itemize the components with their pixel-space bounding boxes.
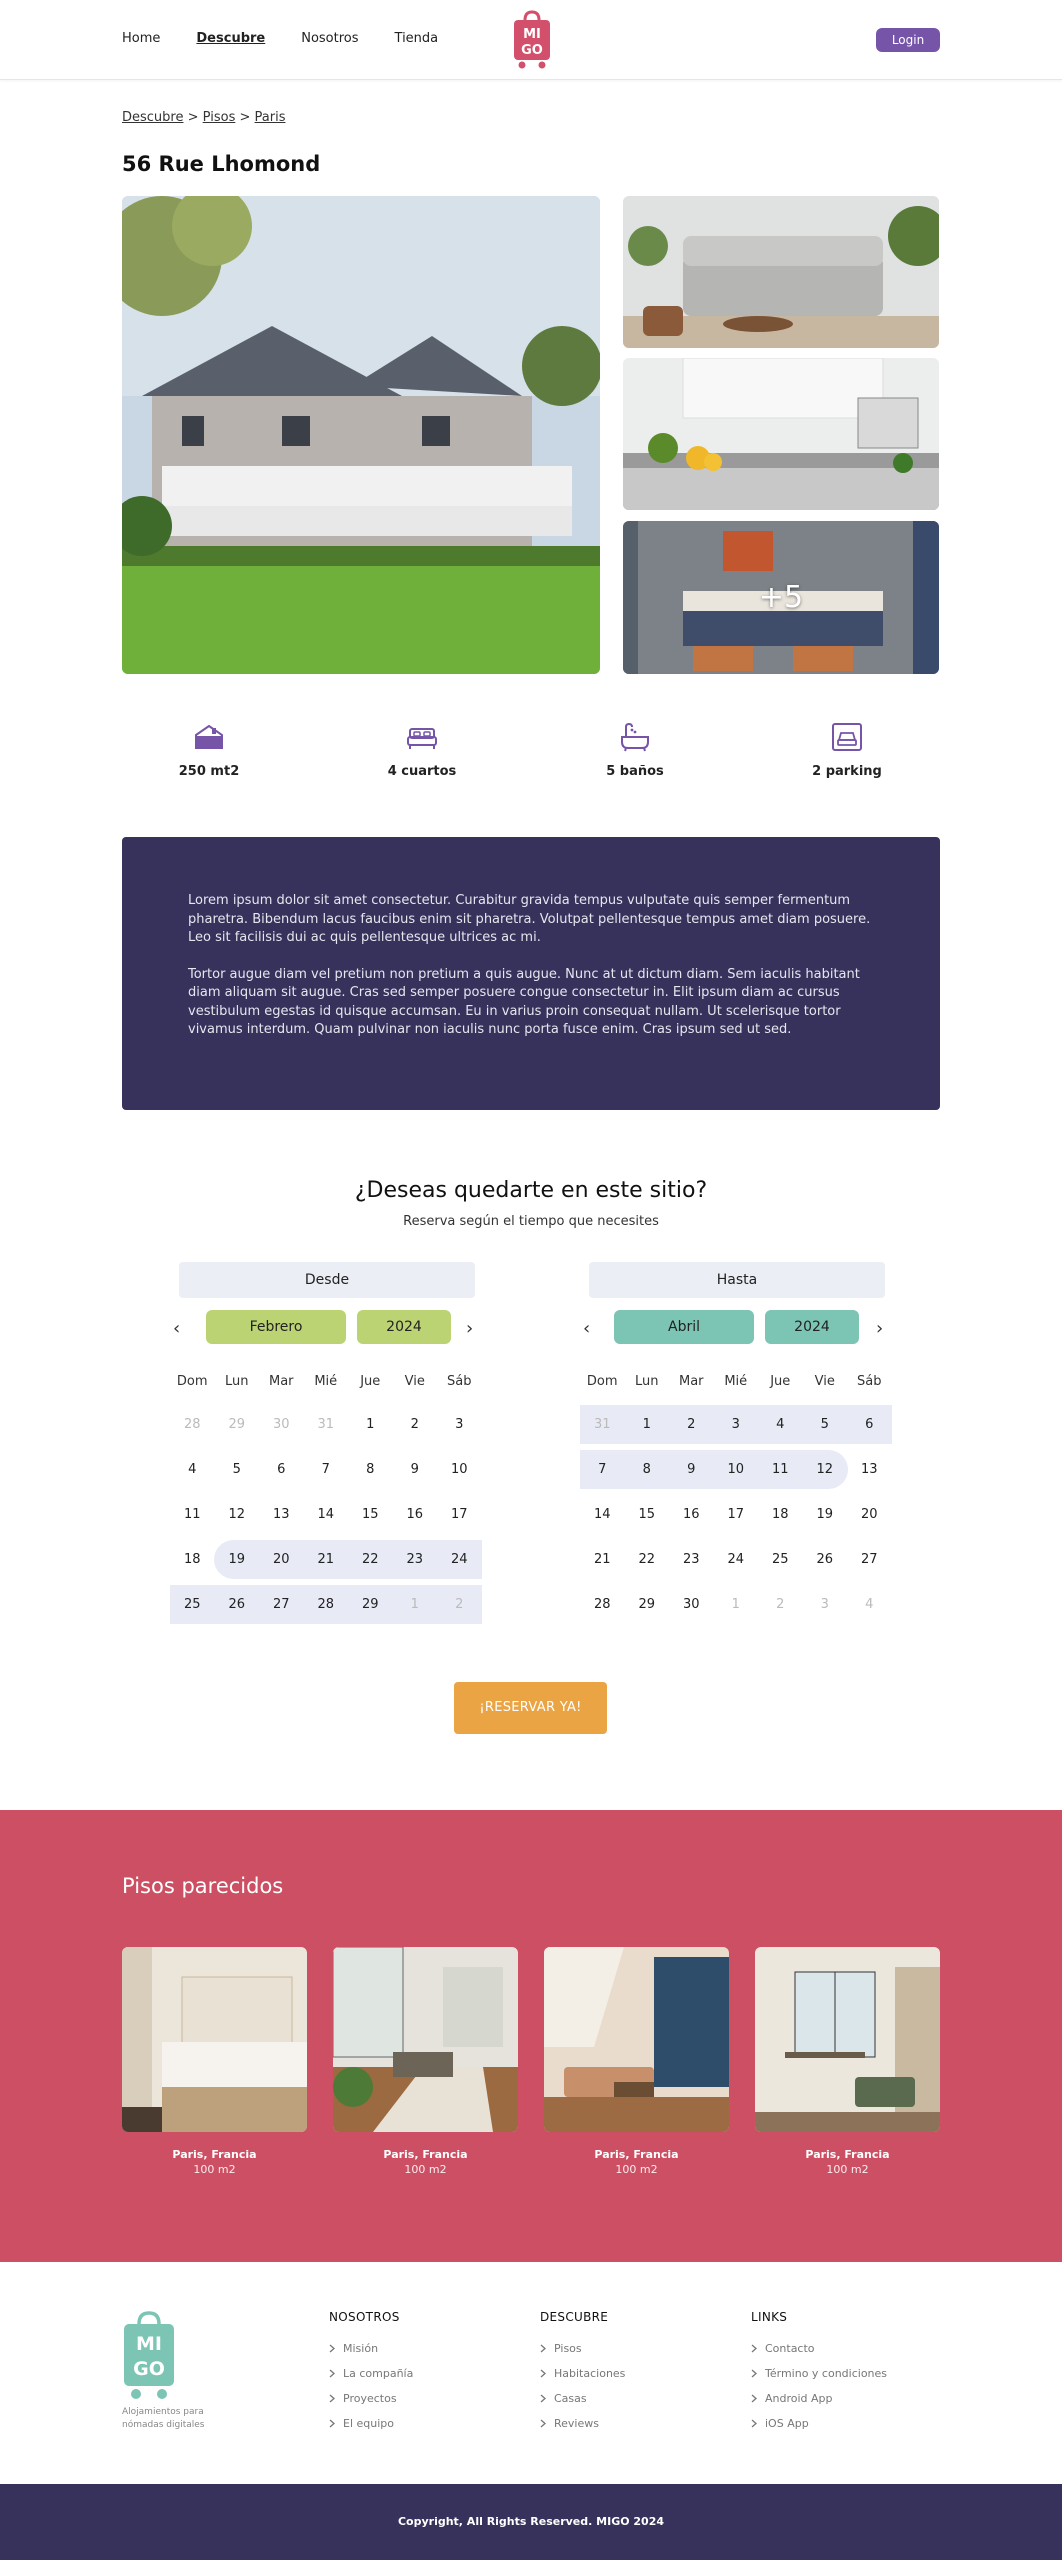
calendar-day[interactable]: 10 — [727, 1461, 745, 1477]
site-header — [0, 0, 1062, 80]
calendar-day[interactable]: 31 — [593, 1416, 611, 1432]
calendar-day[interactable]: 12 — [816, 1461, 834, 1477]
similar-card-area: 100 m2 — [615, 2163, 658, 2176]
calendar-week — [580, 1537, 892, 1582]
calendar-day[interactable]: 8 — [642, 1461, 651, 1477]
car-parking-icon — [830, 722, 864, 752]
logo-text-bottom: GO — [133, 2358, 165, 2380]
calendar-day[interactable]: 25 — [183, 1596, 201, 1612]
calendar-day[interactable]: 1 — [410, 1596, 419, 1612]
calendar-day[interactable]: 7 — [598, 1461, 607, 1477]
calendar-day[interactable]: 29 — [228, 1416, 246, 1432]
calendar-day[interactable]: 24 — [450, 1551, 468, 1567]
calendar-day[interactable]: 19 — [228, 1551, 246, 1567]
calendar-to-nav — [580, 1310, 892, 1346]
calendar-day[interactable]: 5 — [820, 1416, 829, 1432]
footer-link[interactable] — [540, 2386, 625, 2411]
reserve-button[interactable]: ¡RESERVAR YA! — [454, 1682, 607, 1734]
footer-heading: LINKS — [751, 2310, 788, 2324]
feature-parking — [787, 722, 907, 779]
footer-link-label: La compañía — [343, 2367, 414, 2380]
similar-card-area: 100 m2 — [826, 2163, 869, 2176]
footer-link[interactable] — [540, 2336, 625, 2361]
calendar-grid — [170, 1402, 482, 1627]
calendar-day[interactable]: 23 — [682, 1551, 700, 1567]
chevron-right-icon — [540, 2344, 546, 2353]
more-photos-overlay[interactable]: +5 — [758, 580, 804, 615]
weekday: Vie — [404, 1374, 425, 1389]
calendar-day[interactable]: 3 — [820, 1596, 829, 1612]
calendar-from-label: Desde — [179, 1262, 475, 1298]
weekday: Sáb — [857, 1374, 882, 1389]
calendar-week — [580, 1402, 892, 1447]
calendar-day[interactable]: 17 — [450, 1506, 468, 1522]
footer-link-label: Término y condiciones — [765, 2367, 888, 2380]
chevron-right-icon — [751, 2419, 757, 2428]
footer-link[interactable] — [540, 2361, 625, 2386]
calendar-day[interactable]: 6 — [277, 1461, 286, 1477]
weekday: Dom — [586, 1374, 618, 1389]
breadcrumb-pisos[interactable]: Pisos — [202, 110, 236, 125]
similar-card-area: 100 m2 — [404, 2163, 447, 2176]
calendar-from-nav — [170, 1310, 482, 1346]
nav-nosotros[interactable]: Nosotros — [301, 31, 359, 46]
calendar-day[interactable]: 13 — [272, 1506, 290, 1522]
calendar-week — [580, 1492, 892, 1537]
calendar-day[interactable]: 22 — [638, 1551, 656, 1567]
chevron-right-icon — [751, 2344, 757, 2353]
kitchen-photo[interactable] — [623, 358, 939, 510]
calendar-day[interactable]: 28 — [317, 1596, 335, 1612]
footer-link-label: Pisos — [554, 2342, 582, 2355]
weekday-header — [580, 1374, 892, 1389]
calendar-week — [580, 1447, 892, 1492]
bed-icon — [405, 722, 439, 752]
similar-card-photo[interactable] — [333, 1947, 518, 2132]
calendar-day[interactable]: 18 — [771, 1506, 789, 1522]
footer-link-label: Android App — [765, 2392, 833, 2405]
feature-label: 2 parking — [812, 764, 882, 779]
chevron-right-icon — [540, 2394, 546, 2403]
calendar-day[interactable]: 9 — [687, 1461, 696, 1477]
footer-link-label: Proyectos — [343, 2392, 397, 2405]
calendar-to-label: Hasta — [589, 1262, 885, 1298]
calendar-day[interactable]: 14 — [593, 1506, 611, 1522]
living-room-photo[interactable] — [623, 196, 939, 348]
calendar-day[interactable]: 1 — [731, 1596, 740, 1612]
calendar-day[interactable]: 12 — [228, 1506, 246, 1522]
calendar-week — [170, 1492, 482, 1537]
calendar-day[interactable]: 9 — [410, 1461, 419, 1477]
calendar-day[interactable]: 30 — [272, 1416, 290, 1432]
main-nav — [122, 31, 438, 46]
chevron-right-icon — [329, 2419, 335, 2428]
similar-section — [0, 1810, 1062, 2262]
chevron-right-icon[interactable]: › — [876, 1318, 884, 1339]
calendar-week — [580, 1582, 892, 1627]
footer-column-nosotros — [329, 2310, 413, 2436]
footer-link-label: Contacto — [765, 2342, 815, 2355]
footer-link-label: Reviews — [554, 2417, 599, 2430]
calendar-day[interactable]: 20 — [860, 1506, 878, 1522]
nav-descubre[interactable]: Descubre — [196, 31, 266, 46]
breadcrumb-descubre[interactable]: Descubre — [122, 110, 184, 125]
chevron-right-icon — [540, 2369, 546, 2378]
calendar-day[interactable]: 13 — [860, 1461, 878, 1477]
weekday: Jue — [770, 1374, 791, 1389]
calendar-day[interactable]: 19 — [816, 1506, 834, 1522]
weekday: Mar — [678, 1374, 704, 1389]
chevron-right-icon — [329, 2369, 335, 2378]
chevron-right-icon[interactable]: › — [466, 1318, 474, 1339]
similar-card-photo[interactable] — [544, 1947, 729, 2132]
house-area-icon — [192, 722, 226, 752]
description-paragraph: Tortor augue diam vel pretium non pretium a quis augue. Nunc at ut dictum diam. Sem iaculis habitant diam aliquam sit augue. Cras sed semper posuere congue consectetur in. Elit ipsum diam ac cursus vestibulum egestas id quisque accumsan. Eu in varius proin consequat nullam. Ut scelerisque tortor vivamus interdum. Quam pulvinar non iaculis nunc porta fusce enim. Cras ipsum sed ut sed. — [188, 966, 860, 1037]
calendar-day[interactable]: 10 — [450, 1461, 468, 1477]
calendar-day[interactable]: 6 — [865, 1416, 874, 1432]
calendar-day[interactable]: 27 — [272, 1596, 290, 1612]
calendar-grid — [580, 1402, 892, 1627]
footer-link[interactable] — [329, 2361, 413, 2386]
similar-card-area: 100 m2 — [193, 2163, 236, 2176]
calendar-day[interactable]: 23 — [406, 1551, 424, 1567]
similar-card-city: Paris, Francia — [594, 2148, 679, 2161]
calendar-day[interactable]: 29 — [361, 1596, 379, 1612]
calendar-day[interactable]: 8 — [366, 1461, 375, 1477]
calendar-day[interactable]: 2 — [776, 1596, 785, 1612]
bedroom-photo[interactable] — [623, 521, 939, 674]
calendar-day[interactable]: 16 — [406, 1506, 424, 1522]
nav-tienda[interactable]: Tienda — [394, 31, 439, 46]
calendar-day[interactable]: 24 — [727, 1551, 745, 1567]
nav-home[interactable]: Home — [122, 31, 161, 46]
similar-card-city: Paris, Francia — [805, 2148, 890, 2161]
footer-heading: DESCUBRE — [540, 2310, 609, 2324]
footer-heading: NOSOTROS — [329, 2310, 400, 2324]
migo-logo[interactable] — [511, 10, 553, 70]
year-select[interactable]: 2024 — [357, 1310, 451, 1344]
feature-label: 4 cuartos — [387, 764, 457, 779]
breadcrumb-paris[interactable]: Paris — [254, 110, 286, 125]
footer-link[interactable] — [751, 2336, 887, 2361]
similar-title: Pisos parecidos — [122, 1874, 284, 1898]
feature-area — [149, 722, 269, 779]
footer-link[interactable] — [751, 2386, 887, 2411]
feature-rooms — [362, 722, 482, 779]
weekday: Mar — [268, 1374, 294, 1389]
feature-label: 250 mt2 — [178, 764, 240, 779]
footer-logo[interactable] — [122, 2310, 176, 2402]
calendar-day[interactable]: 5 — [232, 1461, 241, 1477]
calendar-day[interactable]: 15 — [361, 1506, 379, 1522]
calendar-day[interactable]: 1 — [366, 1416, 375, 1432]
description-paragraph: Lorem ipsum dolor sit amet consectetur. Curabitur gravida tempus vulputate quis semper fermentum pharetra. Bibendum lacus faucibus enim sit pharetra. Volutpat pellentesque tempus amet diam posuere. Leo sit facilisis dui ac quis pellentesque ultrices ac mi. — [188, 893, 871, 945]
month-select[interactable]: Febrero — [206, 1310, 346, 1344]
chevron-right-icon — [751, 2369, 757, 2378]
calendar-day[interactable]: 4 — [188, 1461, 197, 1477]
chevron-right-icon — [540, 2419, 546, 2428]
footer-tagline: Alojamientos para nómadas digitales — [122, 2407, 205, 2430]
footer-link[interactable] — [329, 2336, 413, 2361]
similar-card-city: Paris, Francia — [383, 2148, 468, 2161]
calendar-day[interactable]: 28 — [593, 1596, 611, 1612]
booking-subtitle: Reserva según el tiempo que necesites — [403, 1214, 659, 1229]
logo-text-bottom: GO — [521, 43, 543, 58]
calendar-day[interactable]: 1 — [642, 1416, 651, 1432]
footer-link-label: Casas — [554, 2392, 587, 2405]
feature-bathrooms — [575, 722, 695, 779]
logo-text-top: MI — [136, 2333, 162, 2355]
calendar-week — [170, 1537, 482, 1582]
month-select[interactable]: Abril — [614, 1310, 754, 1344]
footer-link[interactable] — [751, 2361, 887, 2386]
weekday: Lun — [225, 1374, 249, 1389]
calendar-day[interactable]: 18 — [183, 1551, 201, 1567]
calendar-day[interactable]: 21 — [317, 1551, 335, 1567]
calendar-week — [170, 1582, 482, 1627]
calendar-day[interactable]: 28 — [183, 1416, 201, 1432]
main-house-photo[interactable] — [122, 196, 600, 674]
weekday: Lun — [635, 1374, 659, 1389]
breadcrumb — [122, 110, 285, 125]
chevron-left-icon[interactable]: ‹ — [583, 1318, 591, 1339]
footer-link[interactable] — [329, 2386, 413, 2411]
description-panel — [122, 837, 940, 1110]
similar-card[interactable] — [755, 1947, 940, 2176]
calendar-day[interactable]: 4 — [776, 1416, 785, 1432]
calendar-day[interactable]: 15 — [638, 1506, 656, 1522]
feature-label: 5 baños — [606, 764, 664, 779]
weekday: Mié — [314, 1374, 338, 1389]
calendar-day[interactable]: 4 — [865, 1596, 874, 1612]
calendar-day[interactable]: 20 — [272, 1551, 290, 1567]
bathtub-icon — [618, 722, 652, 752]
calendar-week — [170, 1402, 482, 1447]
login-button[interactable]: Login — [876, 28, 940, 52]
calendar-day[interactable]: 25 — [771, 1551, 789, 1567]
breadcrumb-separator: > — [187, 110, 199, 125]
similar-card-photo[interactable] — [755, 1947, 940, 2132]
calendar-day[interactable]: 11 — [771, 1461, 789, 1477]
similar-card[interactable] — [544, 1947, 729, 2176]
calendar-day[interactable]: 3 — [455, 1416, 464, 1432]
calendar-day[interactable]: 21 — [593, 1551, 611, 1567]
calendar-day[interactable]: 16 — [682, 1506, 700, 1522]
weekday-header — [170, 1374, 482, 1389]
footer-link-label: Habitaciones — [554, 2367, 626, 2380]
similar-card[interactable] — [122, 1947, 307, 2176]
year-select[interactable]: 2024 — [765, 1310, 859, 1344]
calendar-day[interactable]: 27 — [860, 1551, 878, 1567]
calendar-day[interactable]: 7 — [321, 1461, 330, 1477]
calendar-day[interactable]: 2 — [410, 1416, 419, 1432]
footer-link-label: Misión — [343, 2342, 379, 2355]
calendar-day[interactable]: 2 — [687, 1416, 696, 1432]
calendar-day[interactable]: 3 — [731, 1416, 740, 1432]
footer-column-descubre — [540, 2310, 625, 2436]
footer-link-label: El equipo — [343, 2417, 394, 2430]
similar-card[interactable] — [333, 1947, 518, 2176]
footer-link-label: iOS App — [765, 2417, 809, 2430]
footer-link[interactable] — [540, 2411, 625, 2436]
similar-card-photo[interactable] — [122, 1947, 307, 2132]
calendar-week — [170, 1447, 482, 1492]
weekday: Dom — [176, 1374, 208, 1389]
calendar-day[interactable]: 31 — [317, 1416, 335, 1432]
footer-link[interactable] — [751, 2411, 887, 2436]
weekday: Sáb — [447, 1374, 472, 1389]
weekday: Mié — [724, 1374, 748, 1389]
breadcrumb-separator: > — [239, 110, 251, 125]
calendar-day[interactable]: 26 — [816, 1551, 834, 1567]
footer-column-links — [751, 2310, 887, 2436]
weekday: Jue — [360, 1374, 381, 1389]
calendar-day[interactable]: 17 — [727, 1506, 745, 1522]
calendar-day[interactable]: 14 — [317, 1506, 335, 1522]
chevron-left-icon[interactable]: ‹ — [173, 1318, 181, 1339]
page-title: 56 Rue Lhomond — [122, 152, 321, 176]
logo-text-top: MI — [523, 27, 541, 42]
calendar-day[interactable]: 29 — [638, 1596, 656, 1612]
booking-title: ¿Deseas quedarte en este sitio? — [354, 1178, 708, 1203]
calendar-day[interactable]: 26 — [228, 1596, 246, 1612]
chevron-right-icon — [751, 2394, 757, 2403]
chevron-right-icon — [329, 2344, 335, 2353]
weekday: Vie — [814, 1374, 835, 1389]
chevron-right-icon — [329, 2394, 335, 2403]
calendar-day[interactable]: 30 — [682, 1596, 700, 1612]
calendar-day[interactable]: 11 — [183, 1506, 201, 1522]
calendar-day[interactable]: 2 — [455, 1596, 464, 1612]
copyright-bar: Copyright, All Rights Reserved. MIGO 2024 — [0, 2484, 1062, 2560]
similar-card-city: Paris, Francia — [172, 2148, 257, 2161]
calendar-day[interactable]: 22 — [361, 1551, 379, 1567]
footer-link[interactable] — [329, 2411, 413, 2436]
